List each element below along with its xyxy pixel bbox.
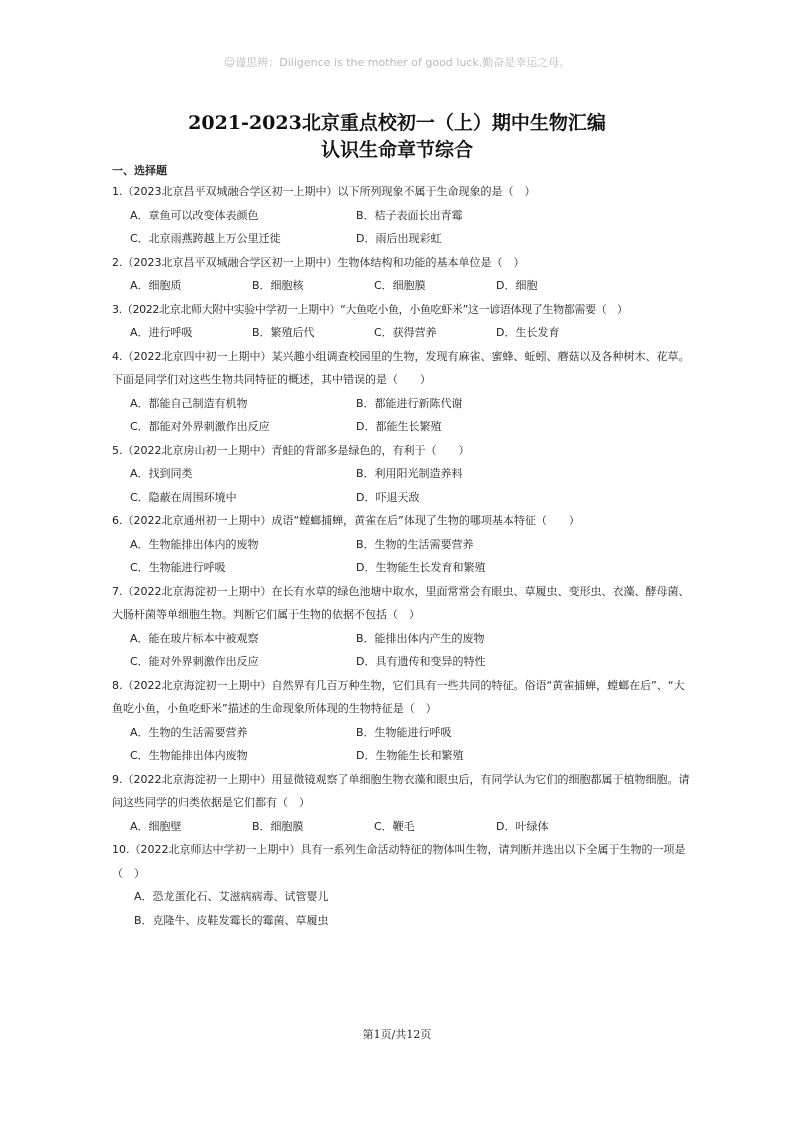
- option-c: C．生物能排出体内废物: [130, 749, 248, 762]
- option-d: D．具有遗传和变异的特性: [356, 655, 486, 668]
- document-subtitle: 认识生命章节综合: [320, 139, 473, 161]
- option-a: A．进行呼吸: [130, 326, 193, 339]
- option-c: C．隐蔽在周围环境中: [130, 490, 237, 504]
- option-b: B．桔子表面长出青霉: [356, 208, 463, 222]
- option-c: C．获得营养: [374, 326, 437, 339]
- question-list: [112, 164, 690, 932]
- option-d: D．细胞: [496, 279, 538, 292]
- section-heading: 一、选择题: [112, 164, 167, 177]
- option-b: B．利用阳光制造养料: [356, 467, 463, 480]
- watermark-text: ☺谨思辨：Diligence is the mother of good luck.勤奋是幸运之母。: [223, 56, 571, 69]
- option-d: D．吓退天敌: [356, 490, 420, 504]
- question-stem: 8.（2022北京海淀初一上期中）自然界有几百万种生物，它们具有一些共同的特征。俗语“黄雀捕蝉，螳螂在后”、“大鱼吃小鱼，小鱼吃虾米”描述的生命现象所体现的生物特征是（ ）: [112, 678, 685, 715]
- option-c: C．生物能进行呼吸: [130, 561, 226, 574]
- question-4: [112, 345, 690, 439]
- option-d: D．生长发育: [496, 326, 560, 339]
- option-b: B．生物能进行呼吸: [356, 725, 452, 739]
- option-b: B．细胞膜: [252, 819, 304, 833]
- question-10: [112, 838, 690, 932]
- option-row: [112, 650, 690, 674]
- option-c: C．鞭毛: [374, 819, 415, 833]
- option-row: [112, 885, 690, 909]
- option-c: C．能对外界刺激作出反应: [130, 655, 259, 668]
- option-d: D．生物能生长发育和繁殖: [356, 561, 486, 574]
- option-a: A．生物能排出体内的废物: [130, 537, 259, 551]
- option-b: B．克隆牛、皮鞋发霉长的霉菌、草履虫: [134, 913, 329, 927]
- option-b: B．细胞核: [252, 279, 304, 292]
- document-title: 2021-2023北京重点校初一（上）期中生物汇编: [188, 112, 606, 134]
- option-c: C．北京雨燕跨越上万公里迁徙: [130, 232, 281, 245]
- question-stem: 5.（2022北京房山初一上期中）青蛙的背部多是绿色的，有利于（ ）: [112, 443, 470, 457]
- question-stem: 3.（2022北京北师大附中实验中学初一上期中）“大鱼吃小鱼，小鱼吃虾米”这一谚语体现了生物都需要（ ）: [112, 302, 628, 316]
- option-row: [112, 721, 690, 745]
- page-footer: 第1页/共12页: [362, 1028, 432, 1041]
- option-a: A．都能自己制造有机物: [130, 396, 248, 410]
- option-b: B．生物的生活需要营养: [356, 537, 474, 551]
- option-row: [112, 274, 690, 298]
- option-c: C．细胞膜: [374, 279, 426, 292]
- question-2: [112, 251, 690, 298]
- option-row: [112, 556, 690, 580]
- question-stem: 1.（2023北京昌平双城融合学区初一上期中）以下所列现象不属于生命现象的是（ ）: [112, 185, 536, 198]
- question-9: [112, 768, 690, 839]
- option-b: B．都能进行新陈代谢: [356, 396, 463, 410]
- option-row: [112, 486, 690, 510]
- option-row: [112, 909, 690, 933]
- option-row: [112, 462, 690, 486]
- option-a: A．恐龙蛋化石、艾滋病病毒、试管婴儿: [134, 890, 329, 903]
- question-stem: 7.（2022北京海淀初一上期中）在长有水草的绿色池塘中取水，里面常常会有眼虫、草履虫、变形虫、衣藻、酵母菌、大肠杆菌等单细胞生物。判断它们属于生物的依据不包括（ ）: [112, 584, 690, 621]
- option-a: A．细胞质: [130, 279, 182, 292]
- question-7: [112, 580, 690, 674]
- option-row: [112, 227, 690, 251]
- title-block: [0, 110, 794, 164]
- option-row: [112, 533, 690, 557]
- question-stem: 4.（2022北京四中初一上期中）某兴趣小组调查校园里的生物，发现有麻雀、蜜蜂、蚯蚓、蘑菇以及各种树木、花草。下面是同学们对这些生物共同特征的概述，其中错误的是（ ）: [112, 349, 690, 386]
- option-row: [112, 415, 690, 439]
- option-a: A．找到同类: [130, 467, 193, 480]
- option-b: B．能排出体内产生的废物: [356, 631, 485, 645]
- option-row: [112, 392, 690, 416]
- option-d: D．雨后出现彩虹: [356, 232, 442, 245]
- option-d: D．叶绿体: [496, 819, 549, 833]
- option-row: [112, 321, 690, 345]
- option-d: D．都能生长繁殖: [356, 420, 442, 433]
- question-stem: 2.（2023北京昌平双城融合学区初一上期中）生物体结构和功能的基本单位是（ ）: [112, 255, 525, 269]
- question-stem: 10.（2022北京师达中学初一上期中）具有一系列生命活动特征的物体叫生物，请判断并选出以下全属于生物的一项是（ ）: [112, 843, 686, 880]
- option-b: B．繁殖后代: [252, 326, 315, 339]
- option-row: [112, 815, 690, 839]
- question-1: [112, 180, 690, 251]
- option-row: [112, 627, 690, 651]
- option-row: [112, 744, 690, 768]
- option-a: A．章鱼可以改变体表颜色: [130, 208, 259, 222]
- question-stem: 6.（2022北京通州初一上期中）成语“螳螂捕蝉，黄雀在后”体现了生物的哪项基本特征（ ）: [112, 514, 580, 527]
- option-d: D．生物能生长和繁殖: [356, 749, 464, 762]
- option-c: C．都能对外界刺激作出反应: [130, 420, 270, 433]
- option-a: A．能在玻片标本中被观察: [130, 631, 259, 645]
- option-row: [112, 204, 690, 228]
- question-8: [112, 674, 690, 768]
- question-stem: 9.（2022北京海淀初一上期中）用显微镜观察了单细胞生物衣藻和眼虫后，有同学认为它们的细胞都属于植物细胞。请问这些同学的归类依据是它们都有（ ）: [112, 772, 690, 809]
- question-5: [112, 439, 690, 510]
- option-a: A．生物的生活需要营养: [130, 725, 248, 739]
- question-6: [112, 509, 690, 580]
- option-a: A．细胞壁: [130, 819, 182, 833]
- question-3: [112, 298, 690, 345]
